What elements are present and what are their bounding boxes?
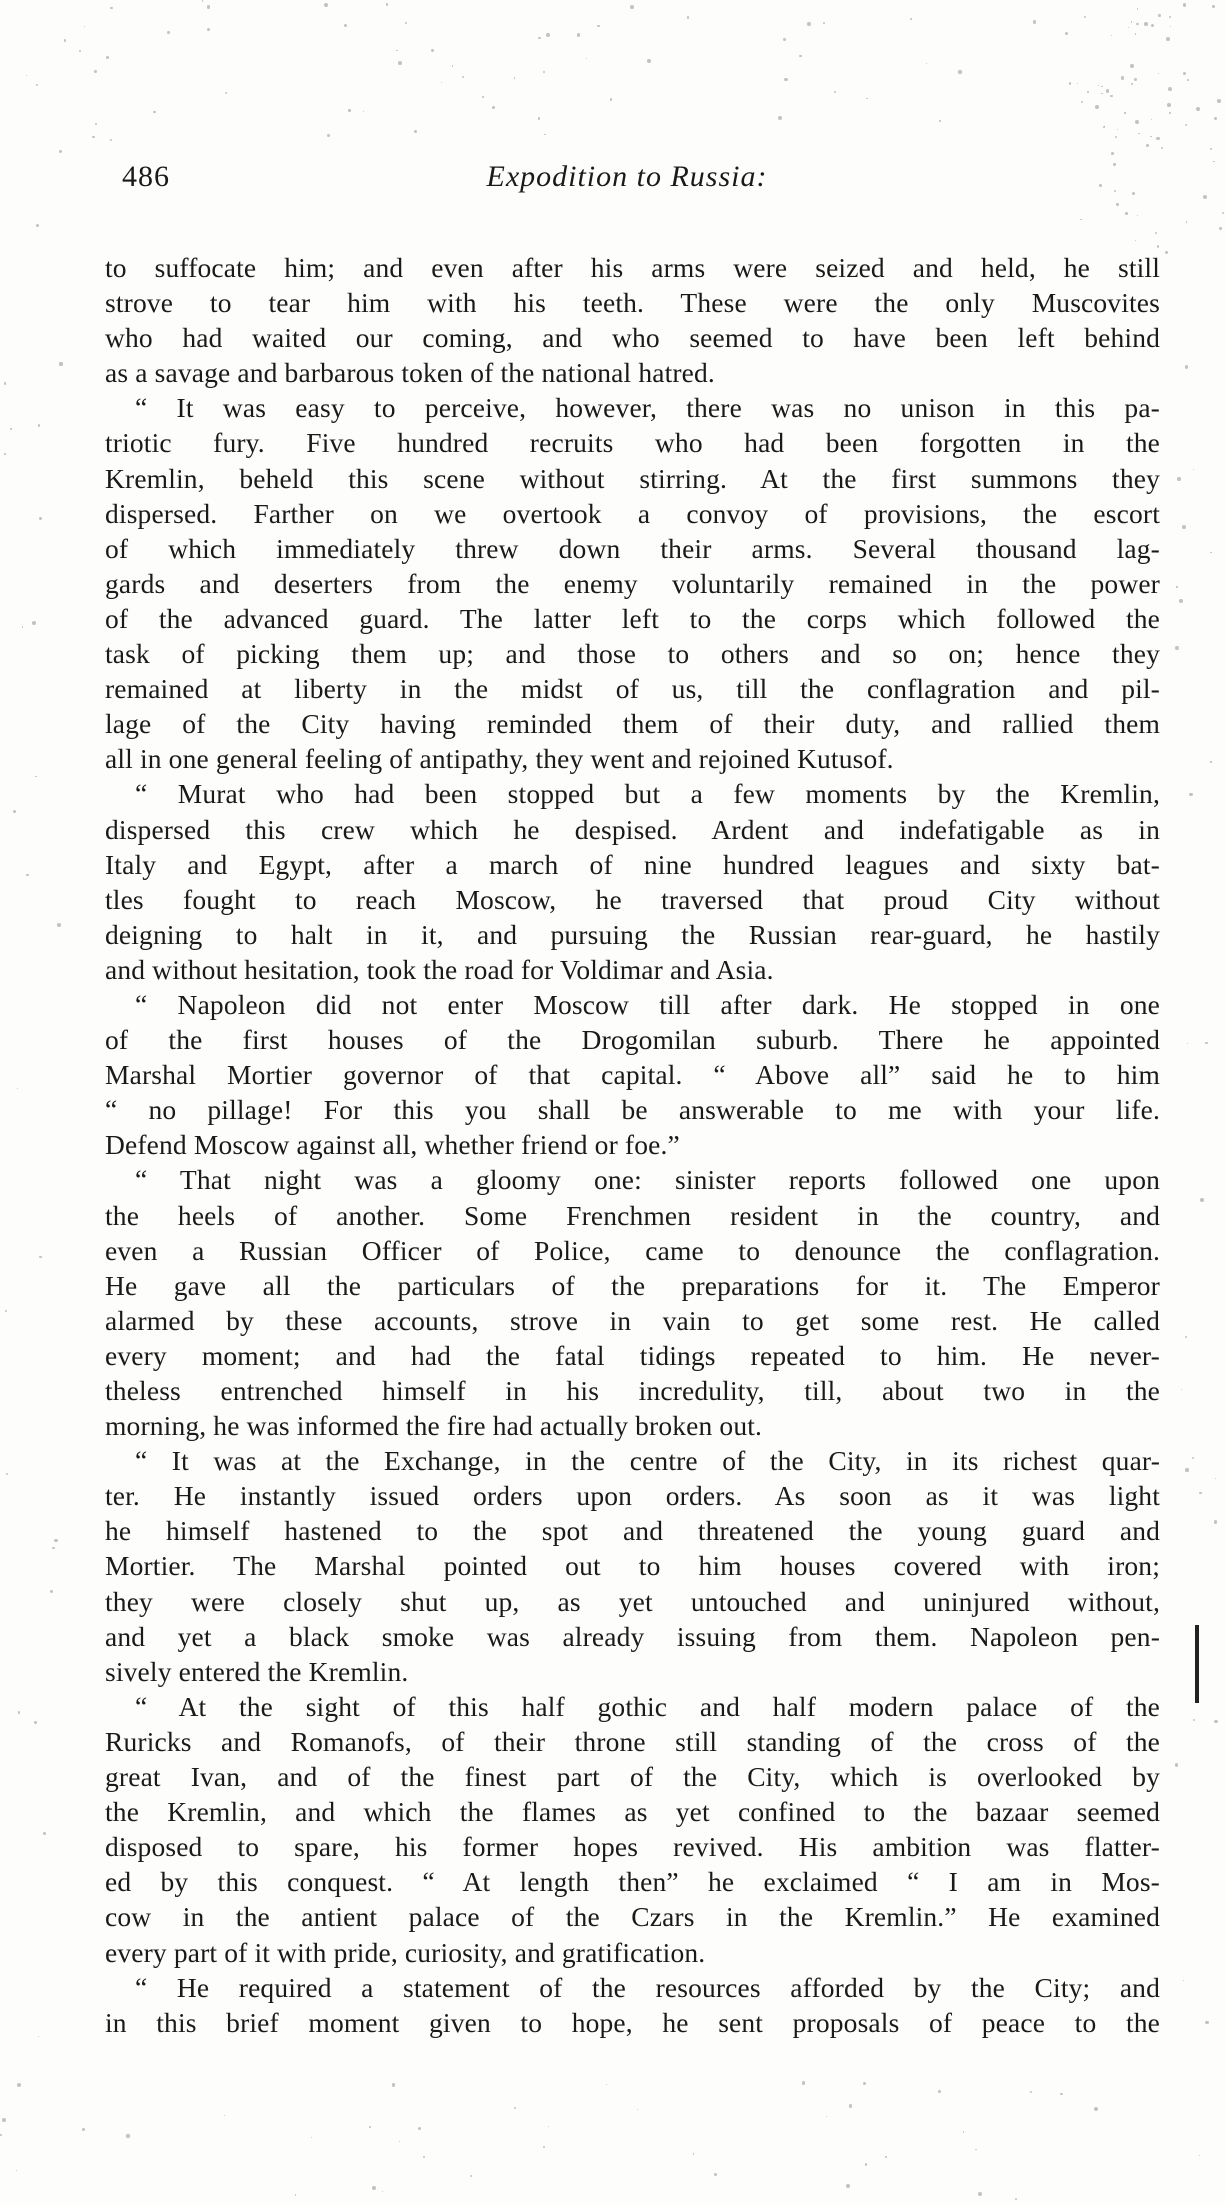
paper-speckle — [1177, 477, 1180, 480]
text-line: Ruricks and Romanofs, of their throne still standing of the cross of the — [105, 1725, 1160, 1757]
text-line: great Ivan, and of the finest part of the City, which is overlooked by — [105, 1761, 1160, 1793]
body-text — [105, 250, 1160, 2040]
paper-speckle — [1187, 1043, 1188, 1044]
paper-speckle — [418, 2127, 421, 2130]
paper-speckle — [1185, 365, 1189, 369]
paper-speckle — [543, 71, 545, 73]
paper-speckle — [392, 2083, 395, 2086]
paper-speckle — [5, 1310, 8, 1313]
text-line: to suffocate him; and even after his arms were seized and held, he still — [105, 252, 1160, 283]
text-line: Italy and Egypt, after a march of nine hundred leagues and sixty bat- — [105, 848, 1160, 880]
paper-speckle — [1033, 20, 1036, 23]
paper-speckle — [958, 70, 961, 73]
paper-speckle — [59, 150, 62, 153]
paper-speckle — [126, 2134, 129, 2137]
paper-speckle — [1200, 1198, 1204, 1202]
text-line: theless entrenched himself in his incredulity, till, about two in the — [105, 1375, 1160, 1406]
paper-speckle — [369, 2126, 371, 2128]
text-line: strove to tear him with his teeth. These were the only Muscovites — [105, 287, 1160, 319]
text-line: lage of the City having reminded them of their duty, and rallied them — [105, 708, 1160, 740]
paper-speckle — [826, 2116, 828, 2118]
paper-speckle — [1212, 5, 1215, 8]
paper-speckle — [17, 1088, 19, 1090]
paper-speckle — [16, 2170, 17, 2171]
paper-speckle — [1135, 240, 1136, 241]
paper-speckle — [0, 2134, 2, 2136]
paper-speckle — [1131, 83, 1133, 85]
text-line: they were closely shut up, as yet untouched and uninjured without, — [105, 1585, 1160, 1617]
paper-speckle — [910, 18, 912, 20]
text-line: the heels of another. Some Frenchmen resident in the country, and — [105, 1199, 1160, 1231]
paper-speckle — [153, 111, 155, 113]
text-line: who had waited our coming, and who seemed to have been left behind — [105, 322, 1160, 354]
text-line: deigning to halt in it, and pursuing the Russian rear-guard, he hastily — [105, 918, 1160, 950]
paper-speckle — [344, 24, 347, 27]
paper-speckle — [207, 5, 210, 8]
paper-speckle — [396, 50, 397, 51]
paper-speckle — [1175, 646, 1179, 650]
text-line: Kremlin, beheld this scene without stirring. At the first summons they — [105, 462, 1160, 494]
paper-speckle — [224, 2115, 225, 2116]
paper-speckle — [1124, 112, 1125, 113]
text-line: in this brief moment given to hope, he sent proposals of peace to the — [105, 2006, 1160, 2038]
paper-speckle — [865, 2163, 868, 2166]
paper-speckle — [1094, 2107, 1098, 2111]
text-line: sively entered the Kremlin. — [105, 1655, 409, 1687]
paper-speckle — [1186, 221, 1187, 222]
paper-speckle — [1196, 107, 1200, 111]
text-line: cow in the antient palace of the Czars in the Kremlin.” He examined — [105, 1901, 1160, 1933]
paper-speckle — [1179, 599, 1183, 603]
paper-speckle — [1111, 152, 1114, 155]
paper-speckle — [1181, 1389, 1182, 1390]
text-line: “ no pillage! For this you shall be answerable to me with your life. — [105, 1094, 1160, 1126]
margin-mark — [1195, 1625, 1199, 1703]
paper-speckle — [1185, 1336, 1187, 1338]
paper-speckle — [807, 22, 811, 26]
paper-speckle — [1135, 120, 1139, 124]
paper-speckle — [1146, 144, 1149, 147]
text-line: dispersed this crew which he despised. Ardent and indefatigable as in — [105, 813, 1160, 845]
paper-speckle — [863, 2082, 866, 2085]
paper-speckle — [52, 1547, 54, 1549]
text-line: every moment; and had the fatal tidings repeated to him. He never- — [105, 1339, 1160, 1371]
paper-speckle — [327, 134, 330, 137]
paper-speckle — [1203, 195, 1207, 199]
paper-speckle — [1170, 26, 1171, 27]
text-line: every part of it with pride, curiosity, and gratification. — [105, 1936, 706, 1968]
paper-speckle — [295, 2194, 297, 2196]
paper-speckle — [372, 2186, 376, 2190]
paper-speckle — [846, 2184, 850, 2188]
paper-speckle — [630, 5, 634, 9]
paper-speckle — [1151, 24, 1154, 27]
page-header — [102, 160, 1152, 204]
paper-speckle — [95, 123, 97, 125]
paper-speckle — [1205, 2021, 1209, 2025]
paper-speckle — [6, 1473, 8, 1475]
text-line: all in one general feeling of antipathy, they went and rejoined Kutusof. — [105, 743, 894, 775]
page-number: 486 — [122, 160, 170, 193]
paper-speckle — [32, 621, 36, 625]
paper-speckle — [1214, 117, 1217, 120]
paper-speckle — [1103, 126, 1105, 128]
paper-speckle — [778, 116, 782, 120]
paper-speckle — [1161, 147, 1163, 149]
paper-speckle — [784, 78, 787, 81]
paper-speckle — [207, 28, 210, 31]
text-line: ed by this conquest. “ At length then” he exclaimed “ I am in Mos- — [105, 1866, 1160, 1898]
text-line: even a Russian Officer of Police, came to denounce the conflagration. — [105, 1234, 1160, 1266]
text-line: Marshal Mortier governor of that capital. “ Above all” said he to him — [105, 1059, 1160, 1091]
paper-speckle — [110, 7, 112, 9]
paper-speckle — [43, 1832, 46, 1835]
paper-speckle — [1168, 87, 1172, 91]
paper-speckle — [57, 923, 61, 927]
paper-speckle — [647, 59, 651, 63]
text-line: morning, he was informed the fire had actually broken out. — [105, 1410, 763, 1442]
paper-speckle — [26, 874, 28, 876]
paper-speckle — [1138, 133, 1140, 135]
paper-speckle — [36, 84, 38, 86]
paper-speckle — [1077, 83, 1078, 84]
paper-speckle — [64, 39, 66, 41]
paper-speckle — [39, 1256, 41, 1258]
paper-speckle — [34, 1721, 37, 1724]
paper-speckle — [492, 106, 495, 109]
paper-speckle — [637, 2109, 638, 2110]
paper-speckle — [1185, 1468, 1188, 1471]
paper-speckle — [538, 117, 540, 119]
paper-speckle — [1134, 78, 1137, 81]
paper-speckle — [543, 2146, 545, 2148]
paper-speckle — [823, 22, 825, 24]
paper-speckle — [1080, 219, 1082, 221]
paper-speckle — [1183, 3, 1186, 6]
paper-speckle — [38, 2036, 39, 2037]
paper-speckle — [1128, 27, 1129, 28]
text-line: gards and deserters from the enemy voluntarily remained in the power — [105, 567, 1160, 599]
paper-speckle — [26, 75, 27, 76]
paper-speckle — [514, 77, 516, 79]
text-line: of the first houses of the Drogomilan suburb. There he appointed — [105, 1024, 1160, 1056]
text-line: and yet a black smoke was already issuing from them. Napoleon pen- — [105, 1620, 1160, 1652]
paper-speckle — [834, 91, 836, 93]
paper-speckle — [1167, 103, 1171, 107]
paper-speckle — [1150, 136, 1151, 137]
paper-speckle — [1158, 14, 1161, 17]
text-line: triotic fury. Five hundred recruits who had been forgotten in the — [105, 427, 1160, 459]
paper-speckle — [1213, 161, 1214, 162]
paper-speckle — [939, 120, 941, 122]
text-line: “ He required a statement of the resources afforded by the City; and — [135, 1971, 1160, 2003]
paper-speckle — [538, 37, 540, 39]
text-line: remained at liberty in the midst of us, till the conflagration and pil- — [105, 673, 1160, 705]
text-line: “ That night was a gloomy one: sinister reports followed one upon — [135, 1164, 1160, 1196]
paper-speckle — [1193, 469, 1194, 470]
paper-speckle — [1157, 245, 1160, 248]
paper-speckle — [1110, 95, 1112, 97]
paper-speckle — [546, 33, 550, 37]
paper-speckle — [1101, 86, 1102, 87]
text-line: dispersed. Farther on we overtook a convoy of provisions, the escort — [105, 497, 1160, 529]
paper-speckle — [1095, 105, 1099, 109]
text-line: as a savage and barbarous token of the national hatred. — [105, 357, 715, 389]
paper-speckle — [1193, 1719, 1196, 1722]
paper-speckle — [1155, 232, 1157, 234]
paper-speckle — [610, 98, 612, 100]
paper-speckle — [1125, 212, 1127, 214]
paper-speckle — [462, 76, 464, 78]
paper-speckle — [4, 453, 6, 455]
paper-speckle — [386, 3, 389, 6]
paper-speckle — [482, 96, 484, 98]
paper-speckle — [963, 2131, 964, 2132]
text-line: “ At the sight of this half gothic and half modern palace of the — [135, 1690, 1160, 1722]
paper-speckle — [802, 2081, 806, 2085]
paper-speckle — [548, 2126, 549, 2127]
paper-speckle — [1214, 1520, 1217, 1523]
paper-speckle — [1084, 16, 1086, 18]
paper-speckle — [938, 2090, 941, 2093]
paper-speckle — [1205, 1042, 1208, 1045]
paper-speckle — [1219, 227, 1222, 230]
paper-speckle — [1165, 251, 1168, 254]
text-line: Defend Moscow against all, whether friend or foe.” — [105, 1129, 680, 1161]
paper-speckle — [783, 38, 786, 41]
paper-speckle — [1030, 2091, 1032, 2093]
paper-speckle — [1199, 2155, 1200, 2156]
paper-speckle — [1175, 1763, 1179, 1767]
paper-speckle — [1069, 82, 1071, 84]
paper-speckle — [1210, 761, 1211, 762]
paper-speckle — [1151, 119, 1152, 120]
paper-speckle — [202, 0, 203, 1]
paper-speckle — [382, 2191, 384, 2193]
paper-speckle — [1117, 129, 1118, 130]
paper-speckle — [1210, 552, 1211, 553]
paper-speckle — [849, 2104, 852, 2107]
paper-speckle — [92, 136, 94, 138]
paper-speckle — [1214, 1720, 1218, 1724]
paper-speckle — [39, 517, 42, 520]
paper-speckle — [714, 2173, 717, 2176]
text-line: disposed to spare, his former hopes revived. His ambition was flatter- — [105, 1831, 1160, 1863]
paper-speckle — [17, 2083, 21, 2087]
paper-speckle — [1081, 101, 1083, 103]
paper-speckle — [693, 2153, 695, 2155]
paper-speckle — [1115, 136, 1117, 138]
paper-speckle — [597, 25, 600, 28]
paper-speckle — [1065, 32, 1068, 35]
paper-speckle — [414, 130, 417, 133]
paper-speckle — [94, 70, 97, 73]
paper-speckle — [50, 1590, 53, 1593]
paper-speckle — [18, 1711, 21, 1714]
text-line: Mortier. The Marshal pointed out to him houses covered with iron; — [105, 1550, 1160, 1582]
paper-speckle — [1137, 215, 1138, 216]
paper-speckle — [885, 2156, 887, 2158]
text-line: of the advanced guard. The latter left to the corps which followed the — [105, 602, 1160, 634]
paper-speckle — [79, 50, 81, 52]
paper-speckle — [1136, 23, 1139, 26]
text-line: “ Murat who had been stopped but a few moments by the Kremlin, — [135, 778, 1160, 810]
paper-speckle — [10, 428, 12, 430]
paper-speckle — [167, 31, 170, 34]
paper-speckle — [35, 776, 36, 777]
paper-speckle — [978, 2192, 982, 2196]
paper-speckle — [1130, 64, 1134, 68]
text-line: task of picking them up; and those to others and so on; hence they — [105, 638, 1160, 670]
paper-speckle — [1185, 124, 1187, 126]
paper-speckle — [22, 626, 23, 627]
text-line: he himself hastened to the spot and threatened the young guard and — [105, 1515, 1160, 1547]
paper-speckle — [577, 33, 581, 37]
paper-speckle — [1098, 85, 1100, 87]
running-title: Expodition to Russia: — [486, 160, 768, 193]
paper-speckle — [1156, 137, 1159, 140]
text-line: ter. He instantly issued orders upon orders. As soon as it was light — [105, 1480, 1160, 1512]
text-line: the Kremlin, and which the flames as yet confined to the bazaar seemed — [105, 1796, 1160, 1828]
paper-speckle — [544, 134, 545, 135]
paper-speckle — [59, 362, 62, 365]
paper-speckle — [1121, 76, 1124, 79]
paper-speckle — [1176, 586, 1177, 587]
paper-speckle — [1166, 37, 1170, 41]
paper-speckle — [452, 65, 453, 66]
paper-speckle — [586, 58, 587, 59]
paper-speckle — [1015, 2198, 1017, 2200]
paper-speckle — [1215, 1478, 1216, 1479]
paper-speckle — [926, 63, 927, 64]
paper-speckle — [1106, 89, 1109, 92]
paper-speckle — [84, 26, 85, 27]
paper-speckle — [398, 61, 402, 65]
paper-speckle — [13, 810, 16, 813]
paper-speckle — [1217, 99, 1221, 103]
paper-speckle — [1210, 148, 1212, 150]
text-line: tles fought to reach Moscow, he traversed that proud City without — [105, 883, 1160, 915]
paper-speckle — [1183, 1980, 1184, 1981]
paper-speckle — [1131, 21, 1132, 22]
paper-speckle — [1111, 35, 1112, 36]
text-line: of which immediately threw down their arms. Several thousand lag- — [105, 532, 1160, 564]
paper-speckle — [363, 111, 365, 113]
paper-speckle — [1182, 525, 1186, 529]
paper-speckle — [1087, 91, 1089, 93]
paper-speckle — [1158, 73, 1159, 74]
paper-speckle — [1192, 1457, 1194, 1459]
paper-speckle — [2, 2118, 6, 2122]
paper-speckle — [348, 109, 350, 111]
paper-speckle — [1222, 212, 1224, 214]
paper-speckle — [106, 56, 109, 59]
paper-speckle — [4, 382, 6, 384]
paper-speckle — [399, 2141, 400, 2142]
paper-speckle — [1137, 8, 1139, 10]
paper-speckle — [54, 1539, 57, 1542]
text-line: “ It was at the Exchange, in the centre of the City, in its richest quar- — [135, 1445, 1160, 1477]
paper-speckle — [975, 2149, 977, 2151]
paper-speckle — [324, 3, 328, 7]
paper-speckle — [1183, 72, 1186, 75]
paper-speckle — [110, 139, 112, 141]
paper-speckle — [82, 2128, 85, 2131]
paper-speckle — [799, 55, 802, 58]
paper-speckle — [1169, 16, 1171, 18]
paper-speckle — [1144, 22, 1148, 26]
paper-speckle — [36, 224, 39, 227]
text-line: alarmed by these accounts, strove in vain to get some rest. He called — [105, 1304, 1160, 1336]
paper-speckle — [1199, 1492, 1201, 1494]
paper-speckle — [1189, 793, 1192, 796]
paper-speckle — [606, 2084, 607, 2085]
text-line: “ Napoleon did not enter Moscow till after dark. He stopped in one — [135, 988, 1160, 1020]
paper-speckle — [311, 2137, 312, 2138]
paper-speckle — [514, 2107, 516, 2109]
paper-speckle — [441, 82, 442, 83]
paper-speckle — [687, 16, 689, 18]
paper-speckle — [38, 424, 41, 427]
paper-speckle — [1135, 33, 1136, 34]
paper-speckle — [225, 92, 227, 94]
text-line: He gave all the particulars of the preparations for it. The Emperor — [105, 1269, 1160, 1301]
paper-speckle — [1169, 112, 1171, 114]
paper-speckle — [1101, 93, 1102, 94]
text-line: and without hesitation, took the road for Voldimar and Asia. — [105, 953, 774, 985]
paper-speckle — [405, 22, 408, 25]
paper-speckle — [431, 49, 434, 52]
paper-speckle — [866, 98, 867, 99]
paper-speckle — [470, 2175, 472, 2177]
paper-speckle — [1060, 2093, 1062, 2095]
paper-speckle — [1187, 79, 1189, 81]
text-line: “ It was easy to perceive, however, there was no unison in this pa- — [135, 392, 1160, 424]
paper-speckle — [423, 2156, 426, 2159]
